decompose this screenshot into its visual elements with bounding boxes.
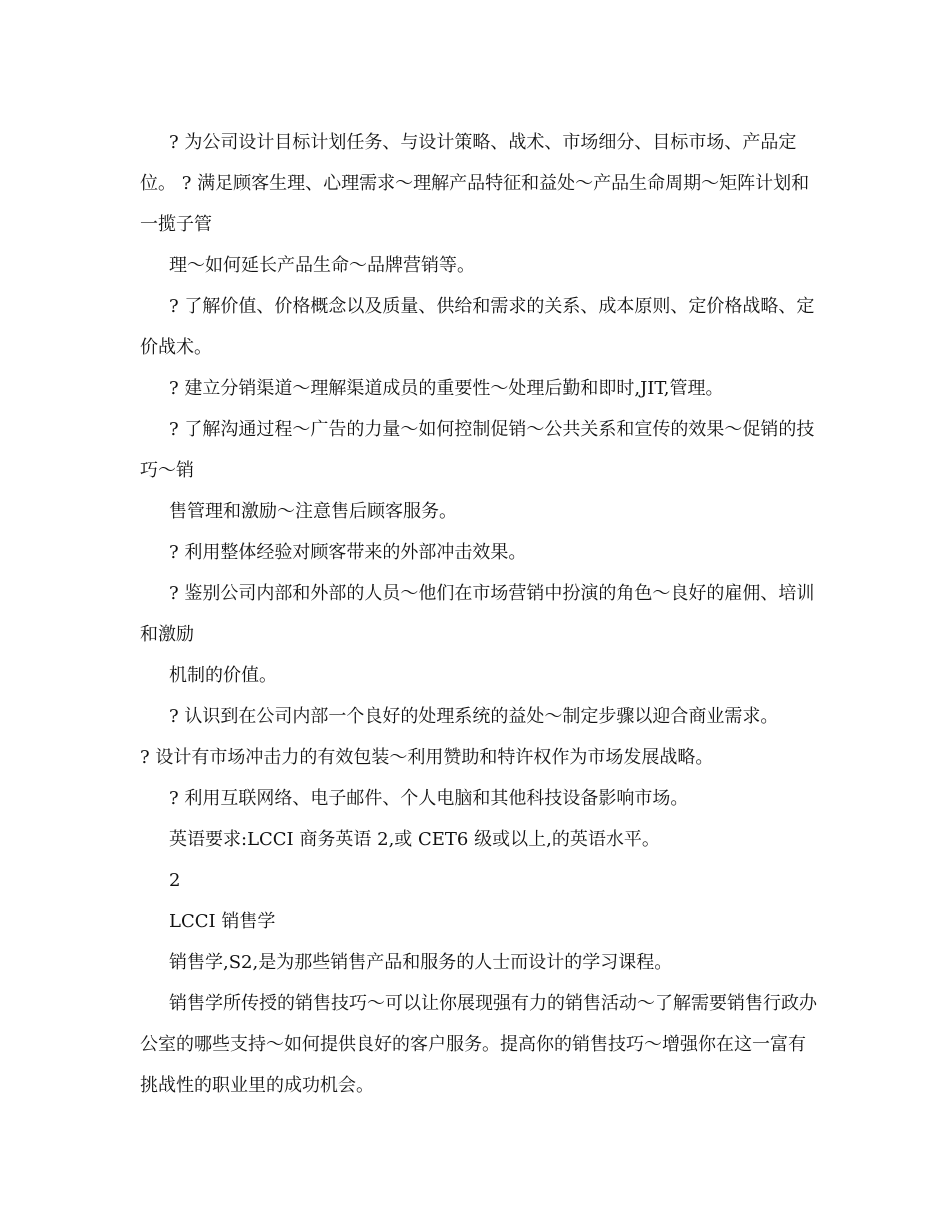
paragraph-process-system: ? 认识到在公司内部一个良好的处理系统的益处～制定步骤以迎合商业需求。 bbox=[169, 706, 779, 727]
paragraph-experience: ? 利用整体经验对顾客带来的外部冲击效果。 bbox=[169, 542, 527, 563]
paragraph-english-requirement: 英语要求:LCCI 商务英语 2,或 CET6 级或以上,的英语水平。 bbox=[169, 829, 660, 850]
paragraph-sales-course: 销售学,S2,是为那些销售产品和服务的人士而设计的学习课程。 bbox=[169, 952, 673, 973]
paragraph-mechanism: 机制的价值。 bbox=[169, 665, 277, 686]
paragraph-product-planning: ? 为公司设计目标计划任务、与设计策略、战术、市场细分、目标市场、产品定位。 ? 满足顾客生理、心理需求～理解产品特征和益处～产品生命周期～矩阵计划和一揽子管 bbox=[140, 132, 810, 235]
paragraph-internet: ? 利用互联网络、电子邮件、个人电脑和其他科技设备影响市场。 bbox=[169, 788, 689, 809]
paragraph-product-life: 理～如何延长产品生命～品牌营销等。 bbox=[169, 255, 475, 276]
section-number: 2 bbox=[169, 870, 181, 891]
paragraph-sales-skills: 销售学所传授的销售技巧～可以让你展现强有力的销售活动～了解需要销售行政办公室的哪些支持～如何提供良好的客户服务。提高你的销售技巧～增强你在这一富有挑战性的职业里的成功机会。 bbox=[140, 993, 817, 1096]
paragraph-communication: ? 了解沟通过程～广告的力量～如何控制促销～公共关系和宣传的效果～促销的技巧～销 bbox=[140, 419, 815, 481]
paragraph-sales-management: 售管理和激励～注意售后顾客服务。 bbox=[169, 501, 457, 522]
paragraph-packaging: ? 设计有市场冲击力的有效包装～利用赞助和特许权作为市场发展战略。 bbox=[140, 747, 714, 768]
paragraph-pricing: ? 了解价值、价格概念以及质量、供给和需求的关系、成本原则、定价格战略、定价战术。 bbox=[140, 296, 815, 358]
paragraph-personnel: ? 鉴别公司内部和外部的人员～他们在市场营销中扮演的角色～良好的雇佣、培训和激励 bbox=[140, 583, 815, 645]
paragraph-distribution: ? 建立分销渠道～理解渠道成员的重要性～处理后勤和即时,JIT,管理。 bbox=[169, 378, 724, 399]
section-heading: LCCI 销售学 bbox=[169, 911, 276, 932]
